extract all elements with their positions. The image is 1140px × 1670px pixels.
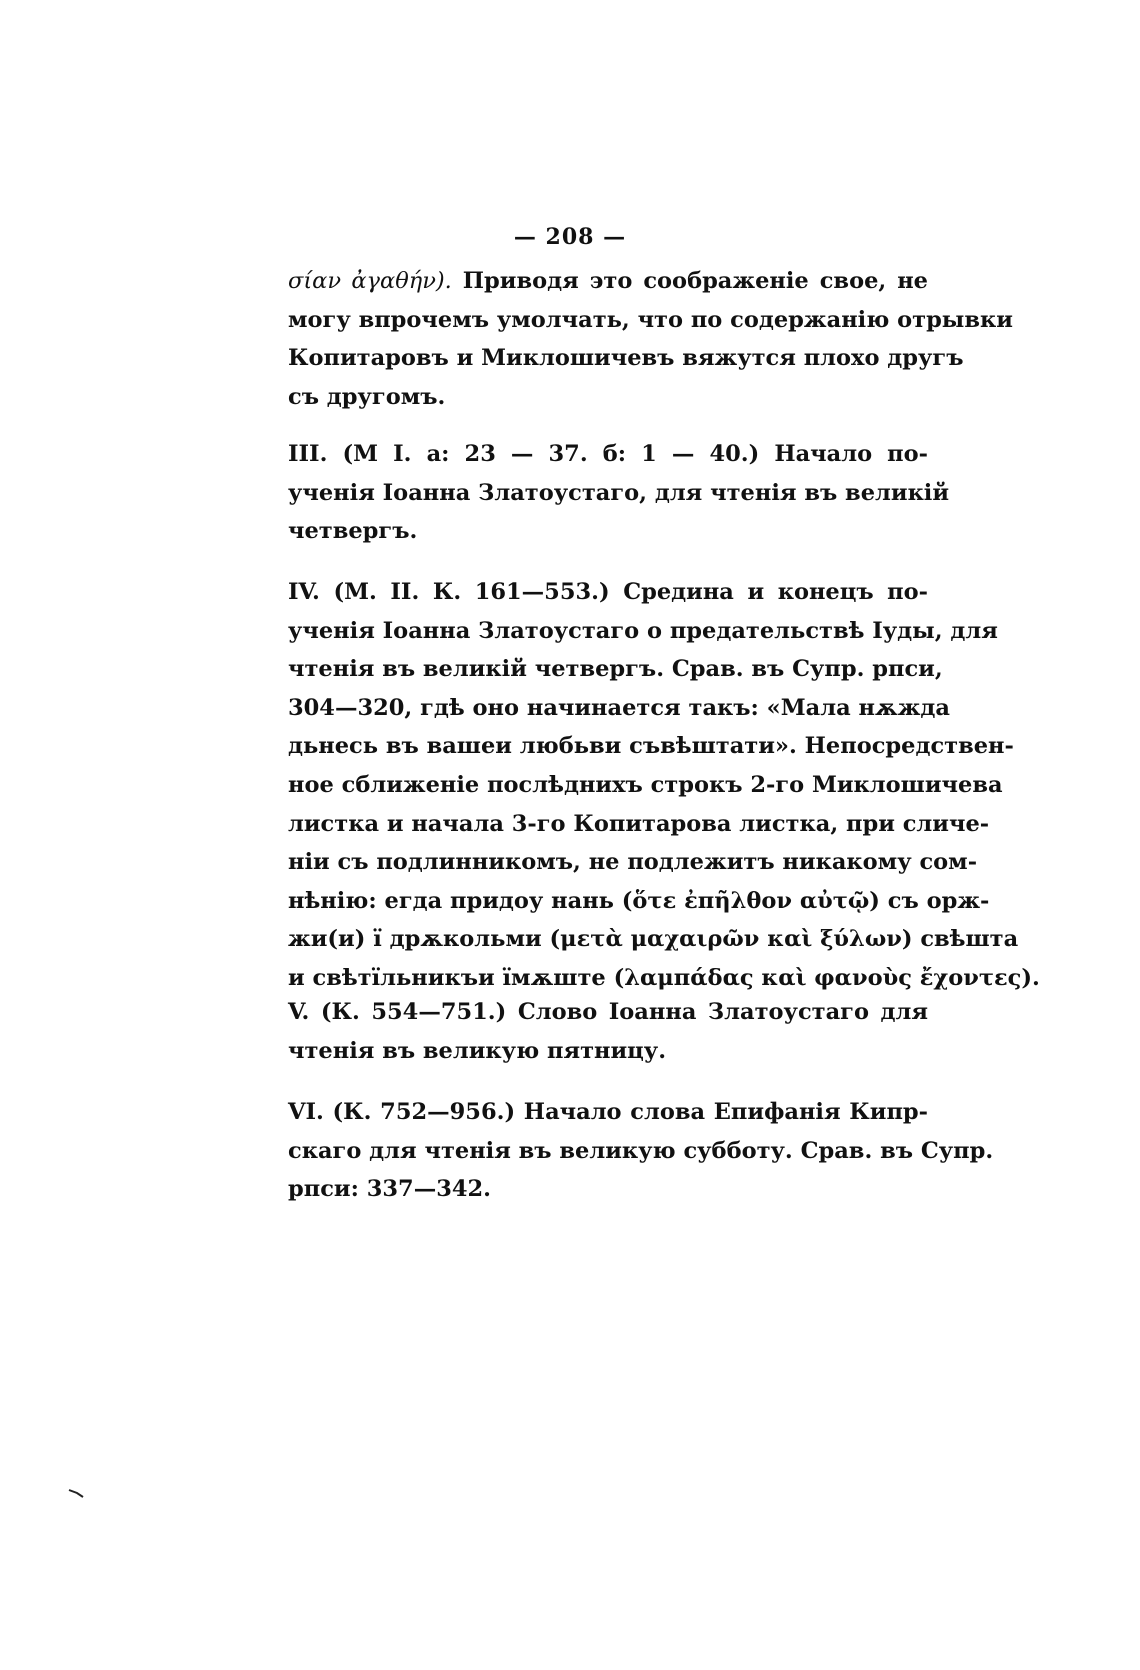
paragraph-1 bbox=[288, 262, 1013, 416]
text-line: ніи съ подлинникомъ, не подлежитъ никакому сом- bbox=[288, 849, 978, 876]
text-line: и свѣтїльникъи їмѫште (λαμπάδας καὶ φανοὺς ἔχοντες). bbox=[288, 964, 1040, 991]
text-line: ученія Іоанна Златоустаго, для чтенія въ великій bbox=[288, 479, 950, 506]
text-line: V. (К. 554—751.) Слово Іоанна Златоустаго для bbox=[288, 999, 928, 1025]
text-line: съ другомъ. bbox=[288, 383, 446, 410]
scan-mark bbox=[68, 1488, 84, 1498]
page-number: — 208 — bbox=[513, 224, 627, 250]
text-line: жи(и) ї дрѫкольми (μετὰ μαχαιρῶν καὶ ξύλων) свѣшта bbox=[288, 926, 1019, 953]
paragraph-5 bbox=[288, 1093, 994, 1209]
text-line: VI. (К. 752—956.) Начало слова Епифанія Кипр- bbox=[288, 1099, 928, 1125]
text-line: ученія Іоанна Златоустаго о предательствѣ Іуды, для bbox=[288, 617, 998, 644]
text-line: чтенія въ великую пятницу. bbox=[288, 1037, 667, 1064]
text-line: рпси: 337—342. bbox=[288, 1176, 491, 1203]
text-line: дьнесь въ вашеи любьви съвѣштати». Непосредствен- bbox=[288, 733, 1014, 760]
text-line: Копитаровъ и Миклошичевъ вяжутся плохо другъ bbox=[288, 345, 964, 372]
paragraph-4 bbox=[288, 993, 928, 1070]
paragraph-3 bbox=[288, 573, 1040, 998]
text-line: III. (М І. а: 23 — 37. б: 1 — 40.) Начало по- bbox=[288, 441, 928, 467]
text-span: Приводя это соображеніе свое, не bbox=[451, 268, 928, 294]
text-line: ное сближеніе послѣднихъ строкъ 2-го Миклошичева bbox=[288, 771, 1003, 798]
text-line: 304—320, гдѣ оно начинается такъ: «Мала нѫжда bbox=[288, 694, 950, 721]
text-line: листка и начала 3-го Копитарова листка, при сличе- bbox=[288, 810, 990, 837]
text-line: скаго для чтенія въ великую субботу. Срав. въ Супр. bbox=[288, 1137, 994, 1164]
text-line: четвергъ. bbox=[288, 518, 418, 545]
text-line: чтенія въ великій четвергъ. Срав. въ Супр. рпси, bbox=[288, 656, 943, 683]
text-line bbox=[288, 262, 928, 301]
greek-phrase: σίαν ἀγαθήν). bbox=[288, 268, 452, 294]
text-line: могу впрочемъ умолчать, что по содержанію отрывки bbox=[288, 306, 1013, 333]
paragraph-2 bbox=[288, 435, 950, 551]
text-line: нѣнію: егда придоу нань (ὅτε ἐπῆλθον αὐτῷ) съ орж- bbox=[288, 887, 990, 914]
text-line: IV. (М. II. К. 161—553.) Средина и конецъ по- bbox=[288, 579, 928, 605]
